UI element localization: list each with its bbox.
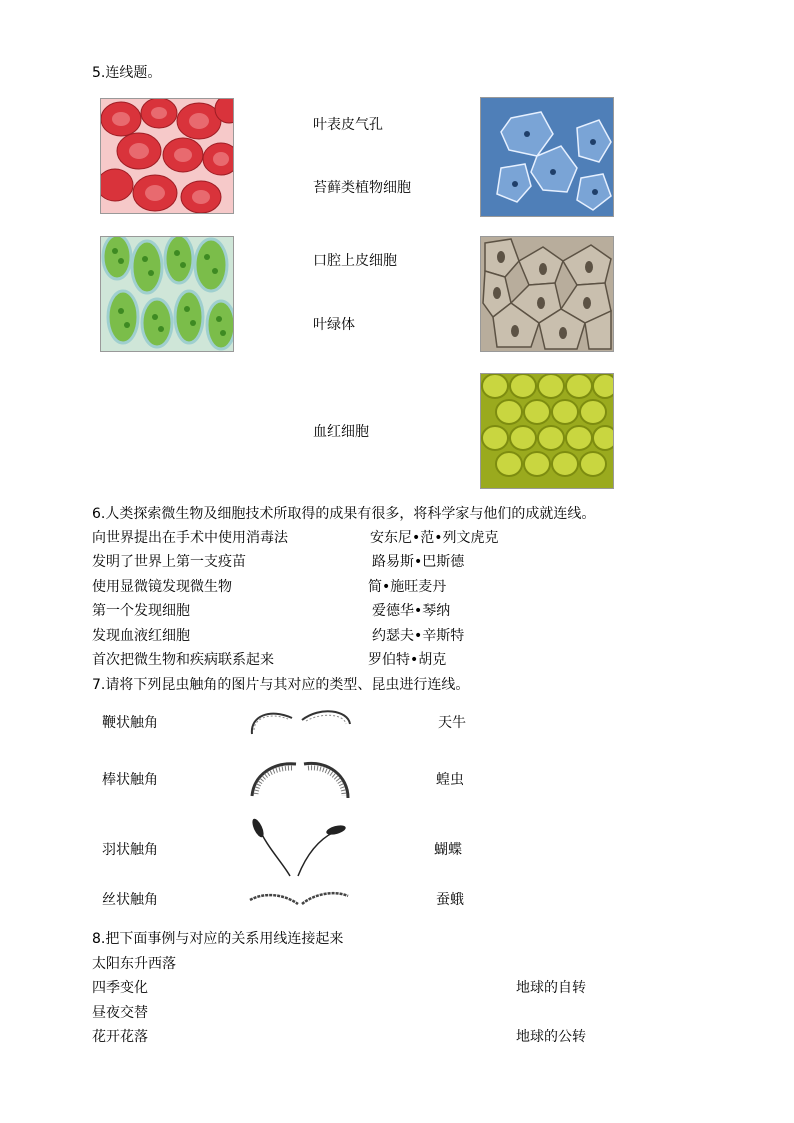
q7-insect: 蚕蛾: [436, 892, 464, 908]
q8-title: 8.把下面事例与对应的关系用线连接起来: [92, 931, 344, 947]
q7-type: 羽状触角: [102, 842, 158, 858]
q5-title: 5.连线题。: [92, 65, 162, 81]
q6-achievement: 发现血液红细胞: [92, 628, 190, 644]
q8-relation: 地球的公转: [516, 1029, 586, 1045]
q5-label-cheek: 口腔上皮细胞: [313, 253, 397, 269]
q7-type: 棒状触角: [102, 772, 158, 788]
q7-insect: 蝗虫: [436, 772, 464, 788]
q7-type: 丝状触角: [102, 892, 158, 908]
red-blood-cells-photo: [100, 98, 234, 214]
q8-event: 昼夜交替: [92, 1005, 148, 1021]
q6-scientist: 路易斯•巴斯德: [372, 554, 465, 570]
q8-event: 花开花落: [92, 1029, 148, 1045]
q6-scientist: 安东尼•范•列文虎克: [370, 530, 499, 546]
cheek-epithelial-cells-photo: [480, 97, 614, 217]
q5-label-moss: 苔藓类植物细胞: [313, 180, 411, 196]
thread-antenna-drawing: [244, 884, 356, 914]
feather-antenna-drawing: [244, 816, 356, 880]
q6-scientist: 爱德华•琴纳: [372, 603, 451, 619]
q7-insect: 蝴蝶: [434, 842, 462, 858]
q5-label-blood: 血红细胞: [313, 424, 369, 440]
q8-relation: 地球的自转: [516, 980, 586, 996]
q8-event: 太阳东升西落: [92, 956, 176, 972]
q6-achievement: 首次把微生物和疾病联系起来: [92, 652, 274, 668]
q7-type: 鞭状触角: [102, 715, 158, 731]
q6-scientist: 罗伯特•胡克: [368, 652, 447, 668]
q6-achievement: 使用显微镜发现微生物: [92, 579, 232, 595]
clubbed-antenna-drawing: [244, 752, 356, 806]
q7-title: 7.请将下列昆虫触角的图片与其对应的类型、昆虫进行连线。: [92, 677, 470, 693]
q5-label-stomata: 叶表皮气孔: [313, 117, 383, 133]
chloroplast-cells-photo: [100, 236, 234, 352]
whip-antenna-drawing: [244, 704, 356, 740]
q5-label-chloroplast: 叶绿体: [313, 317, 355, 333]
moss-cells-photo: [480, 373, 614, 489]
q6-scientist: 约瑟夫•辛斯特: [372, 628, 465, 644]
q6-achievement: 第一个发现细胞: [92, 603, 190, 619]
q6-title: 6.人类探索微生物及细胞技术所取得的成果有很多，将科学家与他们的成就连线。: [92, 506, 596, 522]
q7-insect: 天牛: [438, 715, 466, 731]
q6-achievement: 向世界提出在手术中使用消毒法: [92, 530, 288, 546]
q6-achievement: 发明了世界上第一支疫苗: [92, 554, 246, 570]
q8-event: 四季变化: [92, 980, 148, 996]
q6-scientist: 简•施旺麦丹: [368, 579, 447, 595]
leaf-stomata-photo: [480, 236, 614, 352]
